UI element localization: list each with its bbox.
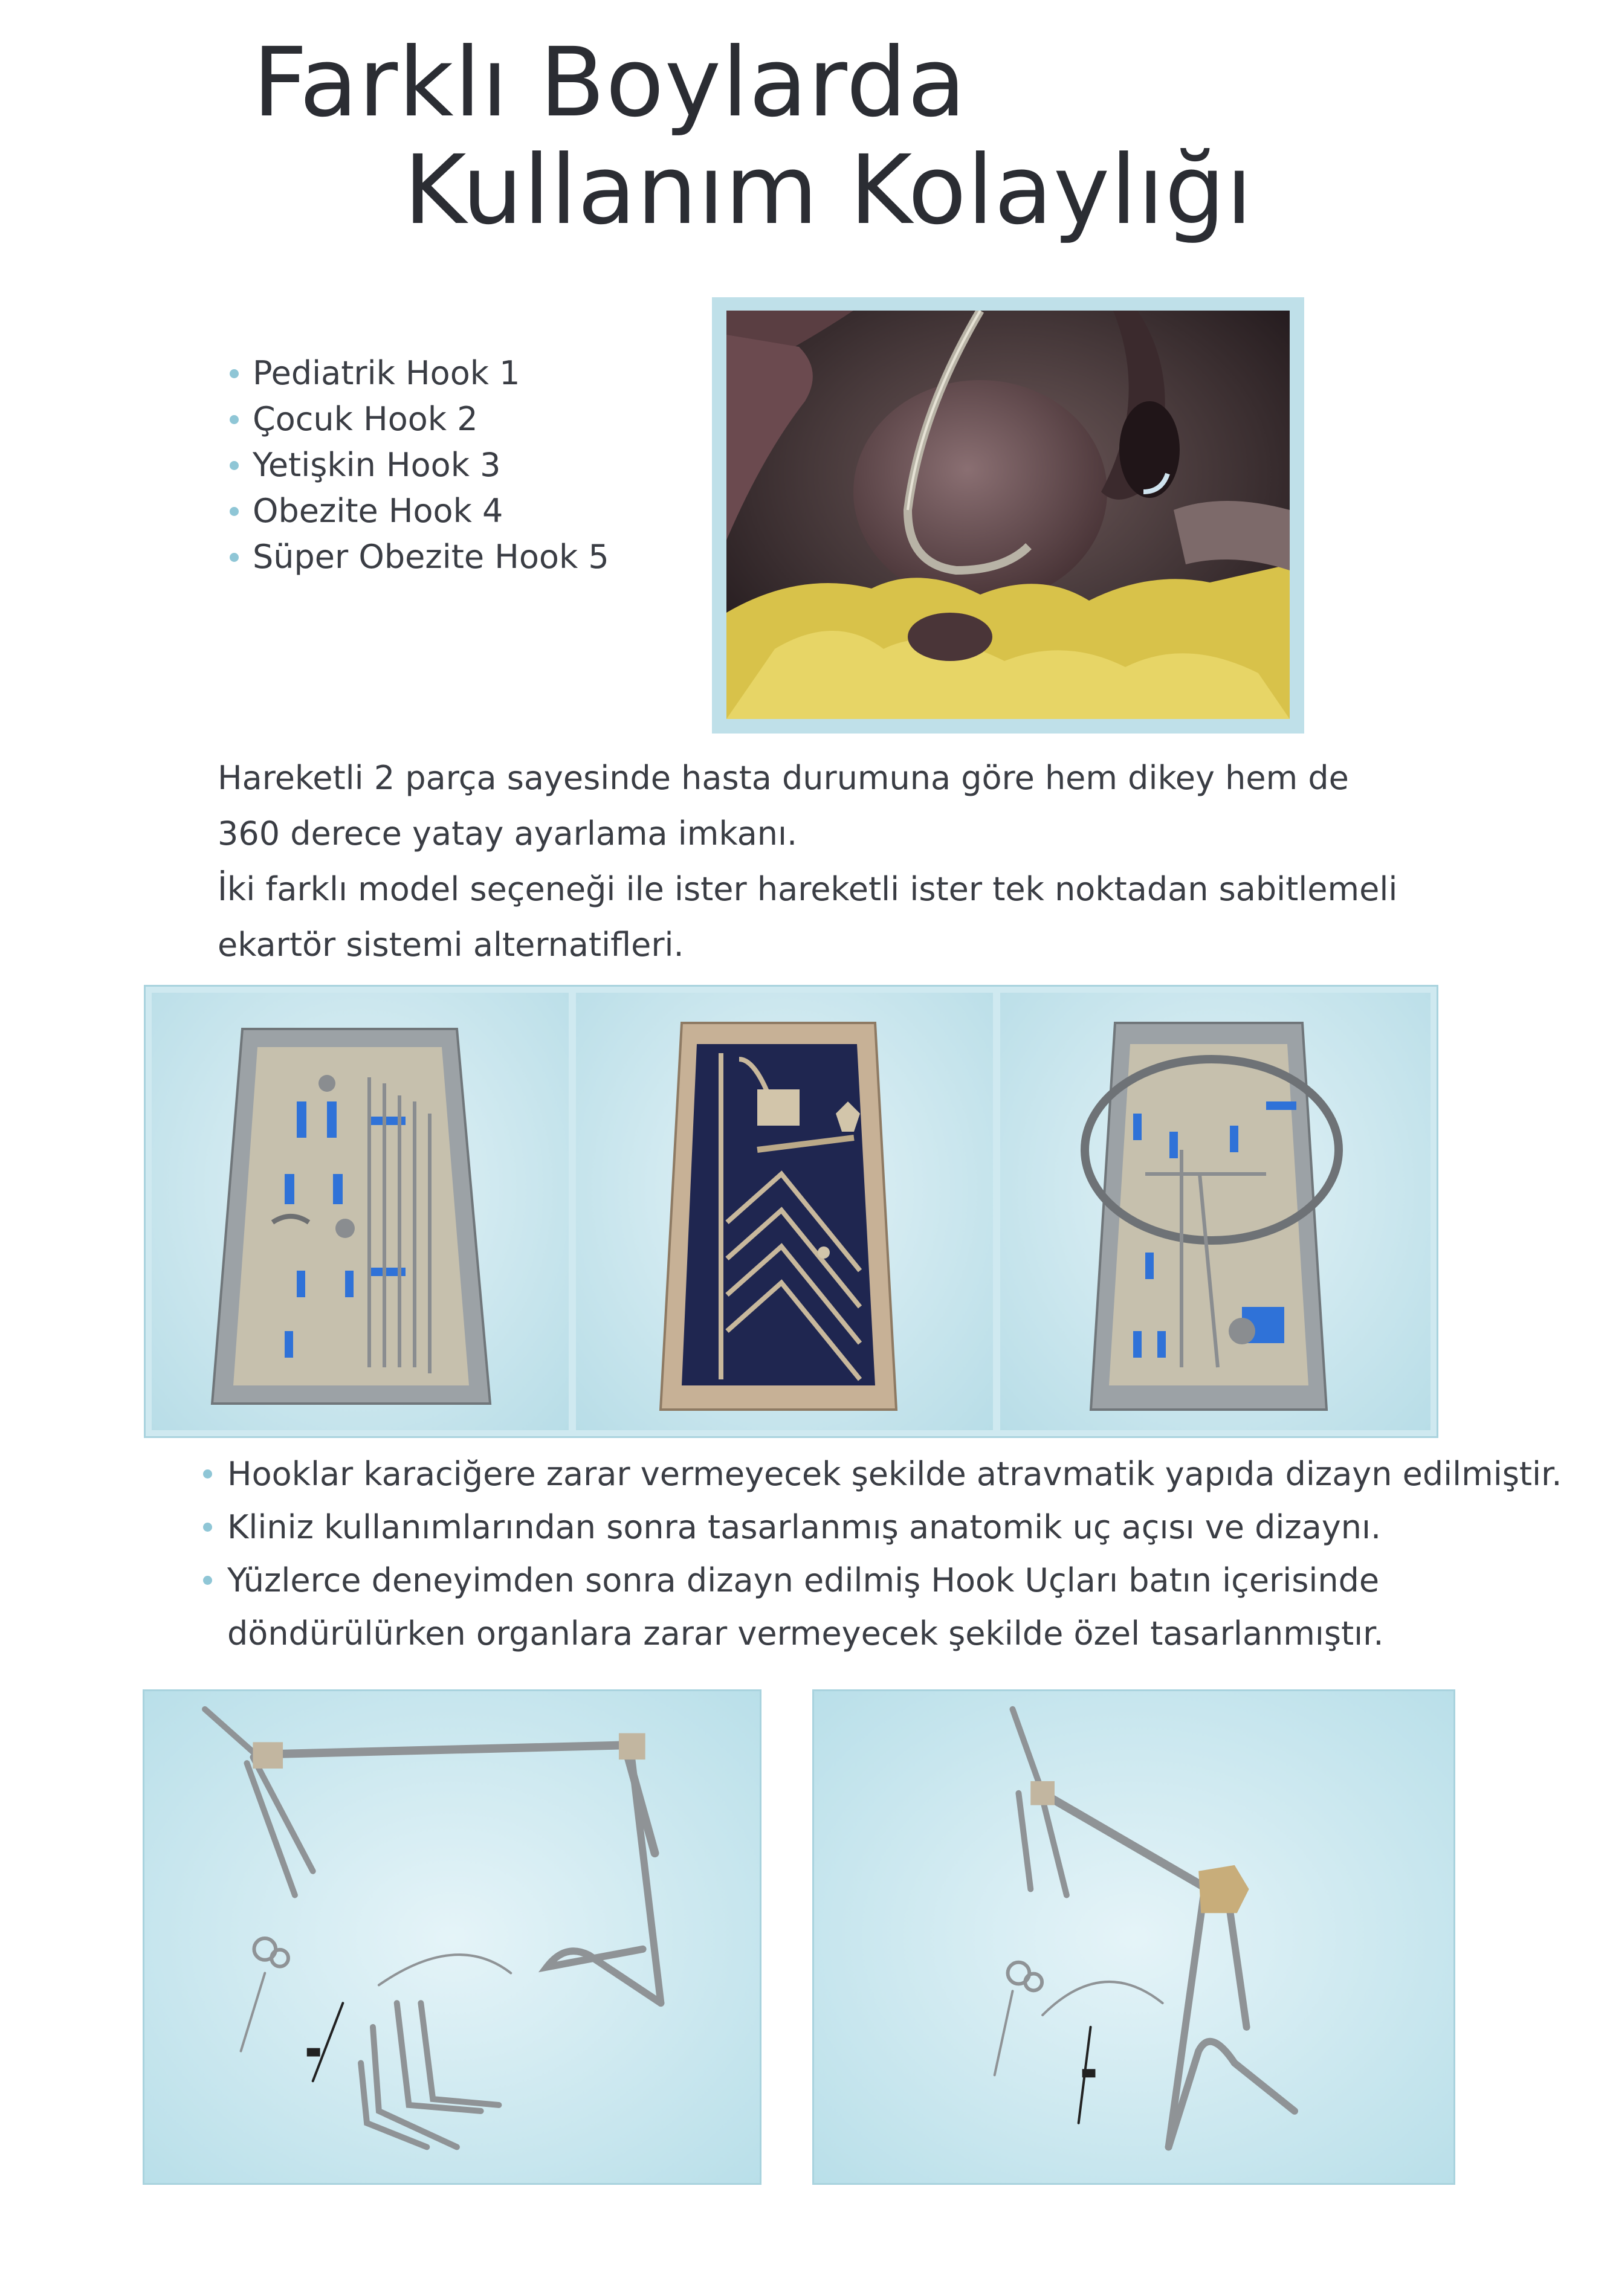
tray-photo-2 <box>576 993 993 1430</box>
description-line: Hareketli 2 parça sayesinde hasta durumuna göre hem dikey hem de <box>218 759 1349 797</box>
page-title-line-2: Kullanım Kolaylığı <box>404 135 1253 246</box>
retractor-2-drawing <box>814 1691 1453 2183</box>
description-line: 360 derece yatay ayarlama imkanı. <box>218 814 798 853</box>
hook-size-item: Süper Obezite Hook 5 <box>225 534 609 580</box>
hook-size-list <box>225 350 609 580</box>
feature-list <box>197 1448 1562 1660</box>
retractor-system-photo-2 <box>812 1689 1455 2185</box>
retractor-system-photo-1 <box>143 1689 761 2185</box>
instrument-tray-photos <box>144 985 1438 1438</box>
hook-size-item: Çocuk Hook 2 <box>225 396 609 442</box>
feature-item-continuation: döndürülürken organlara zarar vermeyecek şekilde özel tasarlanmıştır. <box>227 1614 1384 1653</box>
hook-size-item: Yetişkin Hook 3 <box>225 442 609 488</box>
hook-size-item: Pediatrik Hook 1 <box>225 350 609 396</box>
description-paragraph-2 <box>218 862 1397 973</box>
page-title-line-1: Farklı Boylarda <box>253 27 967 138</box>
description-line: ekartör sistemi alternatifleri. <box>218 926 684 964</box>
tray-photo-3 <box>1000 993 1431 1430</box>
feature-item: Kliniz kullanımlarından sonra tasarlanmış anatomik uç açısı ve dizaynı. <box>197 1501 1562 1554</box>
tray-3-drawing <box>1000 993 1431 1430</box>
feature-item: Yüzlerce deneyimden sonra dizayn edilmiş Hook Uçları batın içerisinde <box>197 1554 1562 1607</box>
laparoscopic-view-photo <box>712 297 1304 734</box>
retractor-1-drawing <box>144 1691 760 2183</box>
feature-item: Hooklar karaciğere zarar vermeyecek şekilde atravmatik yapıda dizayn edilmiştir. <box>197 1448 1562 1501</box>
laparoscopic-scene <box>726 311 1290 719</box>
description-paragraph-1 <box>218 750 1349 862</box>
description-line: İki farklı model seçeneği ile ister hareketli ister tek noktadan sabitlemeli <box>218 870 1398 908</box>
tray-1-drawing <box>152 993 569 1430</box>
hook-size-item: Obezite Hook 4 <box>225 488 609 534</box>
tray-2-drawing <box>576 993 993 1430</box>
tray-photo-1 <box>152 993 569 1430</box>
